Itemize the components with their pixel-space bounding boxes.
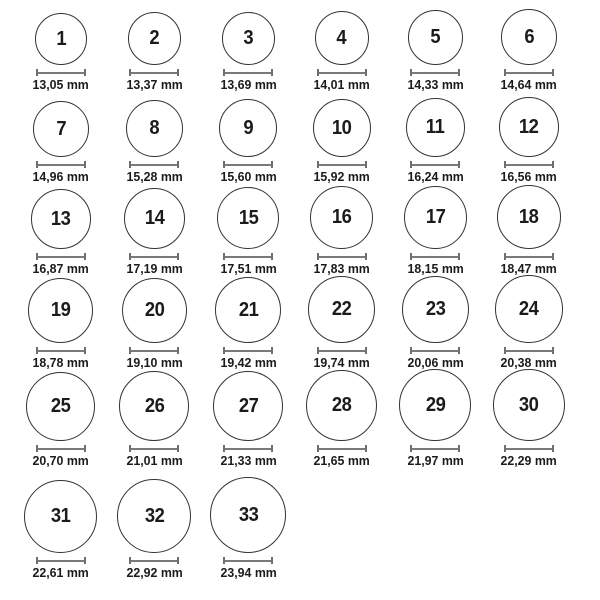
ring-size-item: [14, 480, 108, 600]
ruler-line: [225, 256, 271, 258]
ring-size-number: 10: [332, 116, 352, 139]
diameter-label: 23,94 mm: [219, 565, 277, 580]
ruler-line: [412, 164, 458, 166]
ring-size-number: 24: [519, 297, 539, 320]
diameter-ruler: [223, 347, 273, 354]
ring-size-item: [295, 11, 389, 94]
ring-circle: [310, 186, 373, 249]
ring-circle: [24, 480, 97, 553]
diameter-label: 20,70 mm: [32, 453, 89, 468]
diameter-label: 22,92 mm: [126, 565, 183, 580]
ruler-line: [131, 560, 177, 562]
diameter-ruler: [223, 253, 273, 260]
ring-size-number: 3: [243, 27, 254, 49]
diameter-ruler: [504, 253, 554, 260]
diameter-ruler: [36, 161, 86, 168]
ring-size-number: 22: [332, 298, 352, 320]
ring-size-number: 15: [238, 206, 258, 229]
ring-size-item: [482, 369, 576, 478]
ring-size-number: 13: [51, 207, 71, 230]
ring-size-number: 11: [426, 116, 445, 138]
ring-circle: [495, 275, 563, 343]
ring-size-item: [482, 275, 576, 378]
diameter-ruler: [36, 445, 86, 452]
ring-size-number: 14: [144, 207, 165, 229]
ring-size-item: [14, 189, 108, 282]
ring-size-number: 17: [425, 206, 446, 228]
ring-size-item: [389, 276, 483, 378]
ring-size-item: [201, 371, 295, 478]
diameter-ruler: [223, 69, 273, 76]
diameter-label: 22,29 mm: [500, 453, 558, 468]
diameter-ruler: [129, 557, 179, 564]
ring-size-number: 30: [519, 393, 539, 416]
diameter-label: 15,60 mm: [219, 169, 277, 184]
ring-size-number: 23: [425, 298, 446, 320]
diameter-label: 20,06 mm: [407, 355, 464, 370]
chart-row: [14, 188, 576, 282]
ring-size-item: [389, 10, 483, 94]
ring-circle: [222, 12, 275, 65]
diameter-label: 21,65 mm: [313, 453, 370, 468]
diameter-label: 18,47 mm: [500, 261, 558, 276]
ring-circle: [33, 101, 89, 157]
ring-size-number: 5: [430, 26, 441, 48]
ring-size-item: [482, 97, 576, 188]
ring-size-item: [201, 187, 295, 282]
ruler-line: [506, 72, 552, 74]
ruler-line: [38, 256, 84, 258]
ruler-line: [131, 72, 177, 74]
diameter-label: 14,64 mm: [500, 77, 558, 92]
ring-circle: [315, 11, 369, 65]
ruler-line: [225, 350, 271, 352]
ring-size-number: 26: [144, 394, 165, 417]
diameter-ruler: [410, 161, 460, 168]
diameter-ruler: [410, 69, 460, 76]
ring-size-number: 28: [332, 394, 352, 416]
diameter-ruler: [410, 445, 460, 452]
diameter-label: 21,33 mm: [219, 453, 277, 468]
ring-circle: [128, 12, 181, 65]
diameter-ruler: [36, 557, 86, 564]
ring-size-item: [108, 278, 202, 378]
ring-circle: [26, 372, 95, 441]
diameter-ruler: [317, 253, 367, 260]
diameter-label: 17,19 mm: [126, 261, 183, 276]
diameter-ruler: [317, 161, 367, 168]
diameter-label: 18,78 mm: [32, 355, 89, 370]
ruler-line: [319, 256, 365, 258]
ring-size-item: [14, 13, 108, 94]
diameter-label: 15,92 mm: [313, 169, 370, 184]
ring-circle: [31, 189, 91, 249]
chart-row: [14, 0, 576, 94]
diameter-label: 22,61 mm: [32, 565, 89, 580]
diameter-ruler: [504, 161, 554, 168]
ruler-line: [506, 350, 552, 352]
ring-size-item: [482, 185, 576, 282]
ring-size-item: [108, 100, 202, 188]
ring-circle: [28, 278, 93, 343]
diameter-ruler: [129, 161, 179, 168]
chart-row: [14, 282, 576, 378]
diameter-ruler: [410, 347, 460, 354]
ruler-line: [412, 72, 458, 74]
diameter-ruler: [317, 347, 367, 354]
ring-circle: [35, 13, 87, 65]
ruler-line: [506, 256, 552, 258]
ring-size-number: 12: [519, 115, 539, 138]
ring-size-number: 31: [51, 505, 71, 527]
ruler-line: [319, 448, 365, 450]
ring-circle: [306, 370, 377, 441]
ring-size-item: [482, 9, 576, 94]
ring-size-number: 20: [144, 299, 165, 321]
ring-size-number: 1: [55, 27, 66, 50]
ring-circle: [210, 477, 286, 553]
ring-size-item: [295, 370, 389, 478]
ruler-line: [225, 560, 271, 562]
ring-circle: [497, 185, 561, 249]
diameter-label: 20,38 mm: [500, 355, 558, 370]
ruler-line: [412, 448, 458, 450]
ring-size-item: [108, 12, 202, 94]
diameter-ruler: [504, 445, 554, 452]
ruler-line: [225, 164, 271, 166]
diameter-ruler: [317, 69, 367, 76]
ruler-line: [131, 350, 177, 352]
ring-circle: [217, 187, 279, 249]
ring-size-number: 25: [51, 395, 71, 417]
ring-size-item: [108, 479, 202, 600]
ring-size-number: 16: [332, 206, 352, 228]
ring-size-item: [201, 277, 295, 378]
ring-size-item: [108, 188, 202, 282]
ruler-line: [506, 164, 552, 166]
diameter-label: 19,42 mm: [219, 355, 277, 370]
ring-size-number: 4: [336, 26, 347, 49]
ruler-line: [131, 448, 177, 450]
ring-size-item: [389, 98, 483, 188]
diameter-label: 17,83 mm: [313, 261, 370, 276]
diameter-label: 19,74 mm: [313, 355, 370, 370]
ring-circle: [399, 369, 471, 441]
ring-circle: [313, 99, 371, 157]
ring-circle: [213, 371, 283, 441]
ring-size-number: 33: [238, 503, 258, 526]
diameter-ruler: [129, 253, 179, 260]
ring-size-number: 8: [149, 117, 160, 139]
diameter-label: 13,37 mm: [126, 77, 183, 92]
diameter-label: 13,69 mm: [219, 77, 277, 92]
diameter-ruler: [129, 445, 179, 452]
diameter-ruler: [129, 69, 179, 76]
ring-circle: [493, 369, 565, 441]
diameter-label: 18,15 mm: [407, 261, 464, 276]
ring-size-item: [108, 371, 202, 478]
ring-size-item: [14, 372, 108, 478]
ruler-line: [319, 350, 365, 352]
ruler-line: [38, 448, 84, 450]
diameter-ruler: [129, 347, 179, 354]
ruler-line: [319, 164, 365, 166]
diameter-ruler: [504, 69, 554, 76]
ring-size-number: 32: [144, 504, 165, 527]
ruler-line: [225, 448, 271, 450]
diameter-ruler: [223, 445, 273, 452]
diameter-ruler: [36, 69, 86, 76]
ring-size-number: 21: [238, 298, 258, 321]
ring-circle: [122, 278, 187, 343]
ring-size-number: 9: [243, 116, 254, 139]
ring-size-item: [14, 101, 108, 188]
diameter-label: 13,05 mm: [32, 77, 89, 92]
ruler-line: [131, 256, 177, 258]
ruler-line: [412, 256, 458, 258]
diameter-label: 21,01 mm: [126, 453, 183, 468]
ring-size-item: [201, 477, 295, 600]
ring-circle: [404, 186, 467, 249]
ruler-line: [131, 164, 177, 166]
ring-circle: [119, 371, 189, 441]
diameter-label: 14,96 mm: [32, 169, 89, 184]
ring-circle: [308, 276, 375, 343]
diameter-ruler: [36, 253, 86, 260]
ring-size-number: 6: [524, 25, 534, 48]
ruler-line: [38, 350, 84, 352]
diameter-label: 21,97 mm: [407, 453, 464, 468]
ring-circle: [408, 10, 463, 65]
ring-circle: [215, 277, 281, 343]
diameter-ruler: [223, 557, 273, 564]
diameter-ruler: [504, 347, 554, 354]
ring-size-item: [201, 99, 295, 188]
ring-size-number: 27: [238, 394, 258, 417]
ring-circle: [219, 99, 277, 157]
ring-circle: [117, 479, 191, 553]
ring-circle: [406, 98, 465, 157]
diameter-label: 16,24 mm: [407, 169, 464, 184]
diameter-label: 14,33 mm: [407, 77, 464, 92]
ruler-line: [225, 72, 271, 74]
ring-size-item: [295, 276, 389, 378]
diameter-label: 15,28 mm: [126, 169, 183, 184]
ring-size-number: 7: [55, 117, 66, 140]
diameter-ruler: [36, 347, 86, 354]
diameter-ruler: [410, 253, 460, 260]
ring-circle: [499, 97, 559, 157]
chart-row: [14, 378, 576, 478]
ring-size-item: [14, 278, 108, 378]
ring-size-item: [389, 369, 483, 478]
ring-size-number: 29: [425, 393, 446, 416]
ruler-line: [319, 72, 365, 74]
ring-circle: [402, 276, 469, 343]
ring-size-item: [295, 99, 389, 188]
ring-circle: [124, 188, 185, 249]
diameter-label: 14,01 mm: [313, 77, 370, 92]
diameter-ruler: [223, 161, 273, 168]
ruler-line: [38, 560, 84, 562]
ring-size-number: 2: [149, 27, 160, 49]
ring-size-item: [389, 186, 483, 282]
ring-size-number: 18: [519, 205, 539, 228]
chart-row: [14, 94, 576, 188]
ring-circle: [126, 100, 183, 157]
ruler-line: [506, 448, 552, 450]
ruler-line: [38, 164, 84, 166]
chart-row: [14, 478, 576, 600]
ring-circle: [501, 9, 557, 65]
ring-size-number: 19: [51, 299, 71, 321]
ring-size-item: [295, 186, 389, 282]
diameter-ruler: [317, 445, 367, 452]
diameter-label: 16,56 mm: [500, 169, 558, 184]
diameter-label: 17,51 mm: [219, 261, 277, 276]
diameter-label: 19,10 mm: [126, 355, 183, 370]
ruler-line: [38, 72, 84, 74]
ring-size-item: [201, 12, 295, 94]
diameter-label: 16,87 mm: [32, 261, 89, 276]
ruler-line: [412, 350, 458, 352]
